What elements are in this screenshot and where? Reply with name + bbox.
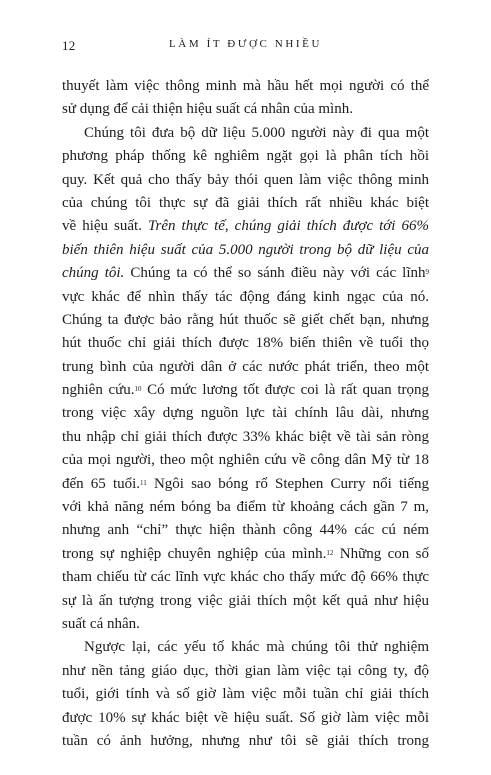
page-header [0, 38, 491, 60]
text-line [62, 262, 429, 285]
footnote-marker: 10 [134, 385, 142, 394]
italic-text: chúng tôi. [62, 265, 125, 282]
line-text: đến 65 tuổi. [62, 475, 141, 492]
line-text: thuyết làm việc thông minh mà hầu hết mọi người có thể [62, 78, 429, 94]
line-text: thu nhập chỉ giải thích được 33% khác biệt về tài sản ròng [62, 428, 429, 445]
text-line [62, 543, 429, 566]
line-text: về hiệu suất. [62, 218, 148, 235]
text-line [62, 192, 429, 215]
line-text: như nền tảng giáo dục, thời gian làm việc tại công ty, độ [62, 662, 429, 679]
running-title: LÀM ÍT ĐƯỢC NHIỀU [168, 38, 323, 50]
line-text: sử dụng để cải thiện hiệu suất cá nhân của mình. [62, 101, 353, 118]
line-text: tuần có ảnh hưởng, nhưng như tôi sẽ giải thích trong [62, 732, 429, 749]
line-text: sự là ấn tượng trong việc giải thích một kết quả như hiệu [62, 592, 429, 609]
text-line [62, 730, 429, 753]
text-line [62, 75, 429, 98]
italic-text: biến thiên hiệu suất của 5.000 người trong bộ dữ liệu của [62, 241, 429, 258]
line-text: Những con số [333, 545, 429, 562]
line-text: Chúng ta được bảo rằng hút thuốc sẽ giết chết bạn, nhưng [62, 311, 429, 328]
page-number: 12 [62, 38, 76, 53]
text-line [62, 286, 429, 309]
line-text: hút thuốc chỉ giải thích được 18% biến thiên về tuổi thọ [62, 335, 429, 352]
line-text: của chúng tôi thực sự đã giải thích rất nhiều khác biệt [62, 194, 429, 211]
line-text: của mọi người, theo một nghiên cứu về công dân Mỹ từ 18 [62, 452, 429, 469]
text-line [62, 707, 429, 730]
text-line [62, 122, 429, 145]
text-line [62, 145, 429, 168]
text-line [62, 426, 429, 449]
line-text: Có mức lương tốt được coi là rất quan trọng [141, 382, 429, 399]
text-line [62, 98, 429, 121]
text-line [62, 379, 429, 402]
text-line [62, 473, 429, 496]
line-text: với khả năng ném bóng ba điểm từ khoảng cách gần 7 m, [62, 499, 429, 516]
body-text [62, 75, 429, 753]
line-text: trong sự nghiệp chuyên nghiệp của mình. [62, 545, 327, 562]
line-text: trong việc xây dựng nguồn lực tài chính lâu dài, nhưng [62, 405, 429, 422]
line-text: suất cá nhân. [62, 615, 140, 632]
line-text: trung bình của người dân ở các nước phát triển, theo một [62, 358, 429, 375]
text-line [62, 332, 429, 355]
text-line [62, 239, 429, 262]
line-text: tham chiếu từ các lĩnh vực khác cho thấy mức độ 66% thực [62, 569, 429, 586]
line-text: vực khác để nhìn thấy tác động đáng kinh ngạc của nó. [62, 288, 429, 305]
line-text: nhưng anh “chỉ” thực hiện thành công 44% các cú ném [62, 522, 429, 539]
line-text: được 10% sự khác biệt về hiệu suất. Số giờ làm việc mỗi [62, 709, 429, 726]
footnote-marker: 9 [425, 268, 429, 277]
line-text: phương pháp thống kê nghiêm ngặt gọi là phân tích hồi [62, 148, 429, 165]
line-text: Chúng ta có thể so sánh điều này với các lĩnh [124, 265, 426, 282]
footnote-marker: 12 [326, 548, 334, 557]
line-text: tuổi, giới tính và số giờ làm việc mỗi tuần chỉ giải thích [62, 686, 429, 703]
footnote-marker: 11 [140, 478, 147, 487]
line-text: Ngược lại, các yếu tố khác mà chúng tôi thử nghiệm [84, 639, 429, 656]
text-line [62, 519, 429, 542]
italic-text: Trên thực tế, chúng giải thích được tới 66% [148, 218, 429, 235]
text-line [62, 356, 429, 379]
text-line [62, 496, 429, 519]
line-text: nghiên cứu. [62, 382, 135, 399]
text-line [62, 169, 429, 192]
text-line [62, 683, 429, 706]
text-line [62, 590, 429, 613]
text-line [62, 215, 429, 238]
line-text: Chúng tôi đưa bộ dữ liệu 5.000 người này đi qua một [84, 124, 429, 141]
text-line [62, 660, 429, 683]
text-line [62, 636, 429, 659]
text-line [62, 402, 429, 425]
line-text: Ngôi sao bóng rổ Stephen Curry nổi tiếng [146, 475, 429, 492]
line-text: quy. Kết quả cho thấy bảy thói quen làm việc thông minh [62, 171, 429, 188]
text-line [62, 613, 429, 636]
text-line [62, 449, 429, 472]
text-line [62, 566, 429, 589]
text-line [62, 309, 429, 332]
